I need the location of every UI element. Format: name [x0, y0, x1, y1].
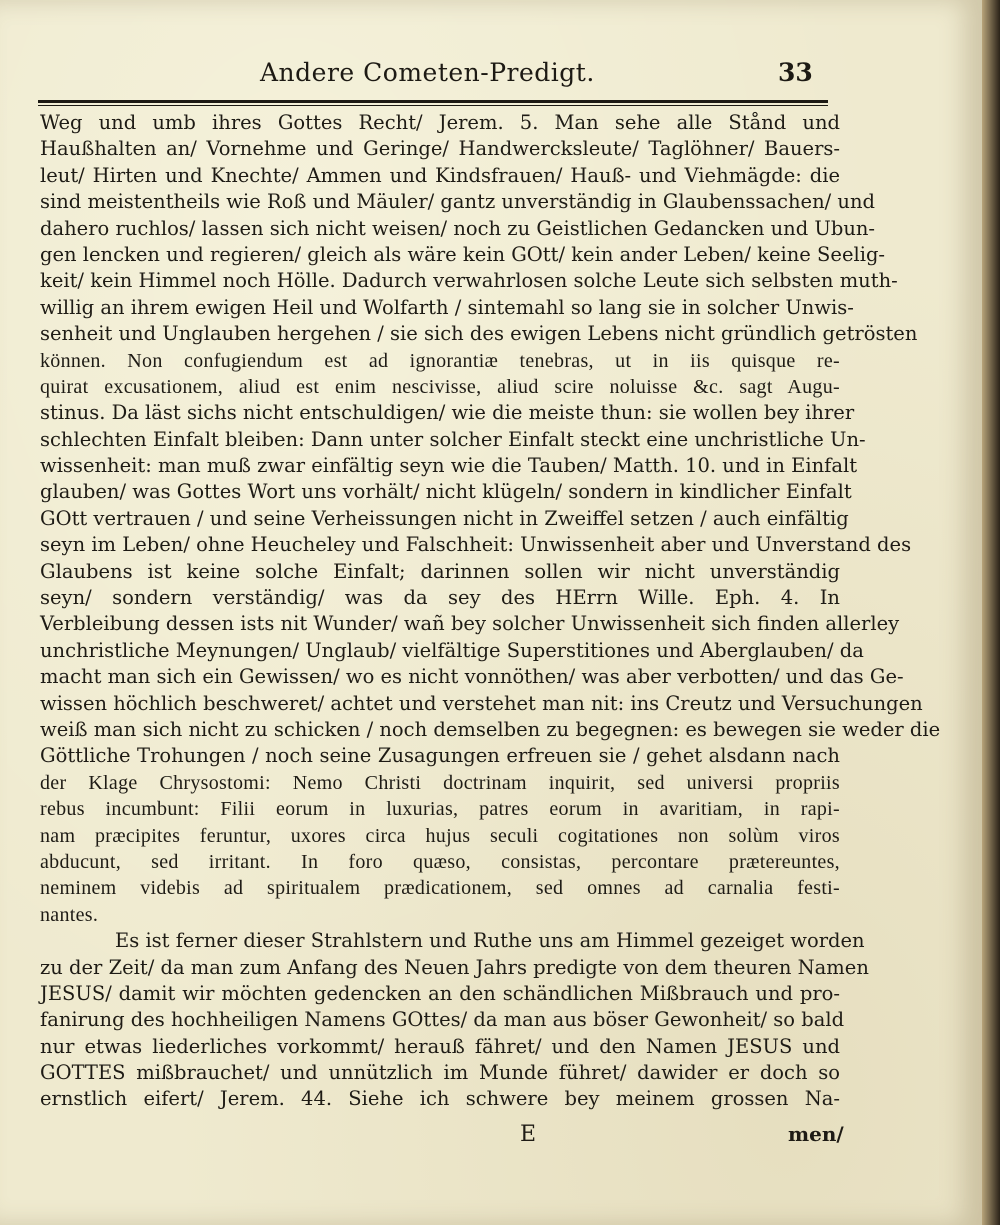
text-line: fanirung des hochheiligen Namens GOttes/ da man aus böser Gewonheit/ so bald	[40, 1008, 845, 1032]
text-line: unchristliche Meynungen/ Unglaub/ vielfältige Superstitiones und Aberglauben/ da	[40, 638, 864, 662]
text-line: JESUS/ damit wir möchten gedencken an den schändlichen Mißbrauch und pro-	[40, 981, 840, 1005]
text-line: wissen höchlich beschweret/ achtet und verstehet man nit: ins Creutz und Versuchungen	[40, 691, 923, 715]
text-line: weiß man sich nicht zu schicken / noch demselben zu begegnen: es bewegen sie weder die	[40, 717, 941, 741]
text-line: abducunt, sed irritant. In foro quæso, consistas, percontare prætereuntes,	[40, 850, 840, 873]
text-line: nur etwas liederliches vorkommt/ herauß fähret/ und den Namen JESUS und	[40, 1034, 840, 1058]
catchword: men/	[788, 1122, 844, 1146]
text-line: nantes.	[40, 903, 99, 926]
text-line: dahero ruchlos/ lassen sich nicht weisen/ noch zu Geistlichen Gedancken und Ubun-	[40, 216, 876, 240]
text-line: gen lencken und regieren/ gleich als wäre kein GOtt/ kein ander Leben/ keine Seelig-	[40, 242, 886, 266]
text-line: sind meistentheils wie Roß und Mäuler/ gantz unverständig in Glaubenssachen/ und	[40, 190, 875, 214]
text-line: keit/ kein Himmel noch Hölle. Dadurch verwahrlosen solche Leute sich selbsten muth-	[40, 269, 898, 293]
text-line: GOtt vertrauen / und seine Verheissungen nicht in Zweiffel setzen / auch einfältig	[40, 506, 849, 530]
text-line: seyn/ sondern verständig/ was da sey des HErrn Wille. Eph. 4. In	[40, 586, 840, 610]
text-line: können. Non confugiendum est ad ignorantiæ tenebras, ut in iis quisque re-	[40, 349, 840, 372]
text-line: rebus incumbunt: Filii eorum in luxurias, patres eorum in avaritiam, in rapi-	[40, 798, 840, 821]
signature-mark: E	[520, 1122, 537, 1147]
text-line: wissenheit: man muß zwar einfältig seyn wie die Tauben/ Matth. 10. und in Einfalt	[40, 454, 858, 478]
text-line: Es ist ferner dieser Strahlstern und Ruthe uns am Himmel gezeiget worden	[115, 929, 865, 953]
text-line: Glaubens ist keine solche Einfalt; darinnen sollen wir nicht unverständig	[40, 559, 840, 583]
text-line: leut/ Hirten und Knechte/ Ammen und Kindsfrauen/ Hauß- und Viehmägde: die	[40, 163, 840, 187]
header-rule	[38, 100, 828, 106]
page-number: 33	[778, 58, 813, 87]
text-line: schlechten Einfalt bleiben: Dann unter solcher Einfalt steckt eine unchristliche Un-	[40, 427, 866, 451]
text-line: neminem videbis ad spiritualem prædicationem, sed omnes ad carnalia festi-	[40, 877, 840, 900]
text-line: zu der Zeit/ da man zum Anfang des Neuen Jahrs predigte von dem theuren Namen	[40, 955, 869, 979]
text-line: stinus. Da läst sichs nicht entschuldigen/ wie die meiste thun: sie wollen bey ihrer	[40, 401, 855, 425]
text-line: macht man sich ein Gewissen/ wo es nicht vonnöthen/ was aber verbotten/ und das Ge-	[40, 665, 904, 689]
text-line: seyn im Leben/ ohne Heucheley und Falschheit: Unwissenheit aber und Unverstand des	[40, 533, 912, 557]
text-line: der Klage Chrysostomi: Nemo Christi doctrinam inquirit, sed universi propriis	[40, 771, 840, 794]
text-line: willig an ihrem ewigen Heil und Wolfarth / sintemahl so lang sie in solcher Unwis-	[40, 295, 854, 319]
text-line: glauben/ was Gottes Wort uns vorhält/ nicht klügeln/ sondern in kindlicher Einfalt	[40, 480, 852, 504]
page-edge-shadow	[982, 0, 1000, 1225]
text-line: nam præcipites feruntur, uxores circa hujus seculi cogitationes non solùm viros	[40, 824, 840, 847]
text-line: GOTTES mißbrauchet/ und unnützlich im Munde führet/ dawider er doch so	[40, 1061, 840, 1085]
text-line: Verbleibung dessen ists nit Wunder/ wañ bey solcher Unwissenheit sich finden allerley	[40, 612, 900, 636]
text-line: senheit und Unglauben hergehen / sie sich des ewigen Lebens nicht gründlich getrösten	[40, 322, 918, 346]
text-line: ernstlich eifert/ Jerem. 44. Siehe ich schwere bey meinem grossen Na-	[40, 1087, 840, 1111]
text-line: Haußhalten an/ Vornehme und Geringe/ Handwercksleute/ Taglöhner/ Bauers-	[40, 137, 840, 161]
text-line: Weg und umb ihres Gottes Recht/ Jerem. 5. Man sehe alle Stånd und	[40, 111, 840, 134]
text-line: Göttliche Trohungen / noch seine Zusagungen erfreuen sie / gehet alsdann nach	[40, 744, 840, 768]
body-text	[40, 110, 941, 1113]
running-head: Andere Cometen-Predigt.	[260, 58, 595, 87]
text-line: quirat excusationem, aliud est enim nescivisse, aliud scire noluisse &c. sagt Augu-	[40, 375, 840, 398]
